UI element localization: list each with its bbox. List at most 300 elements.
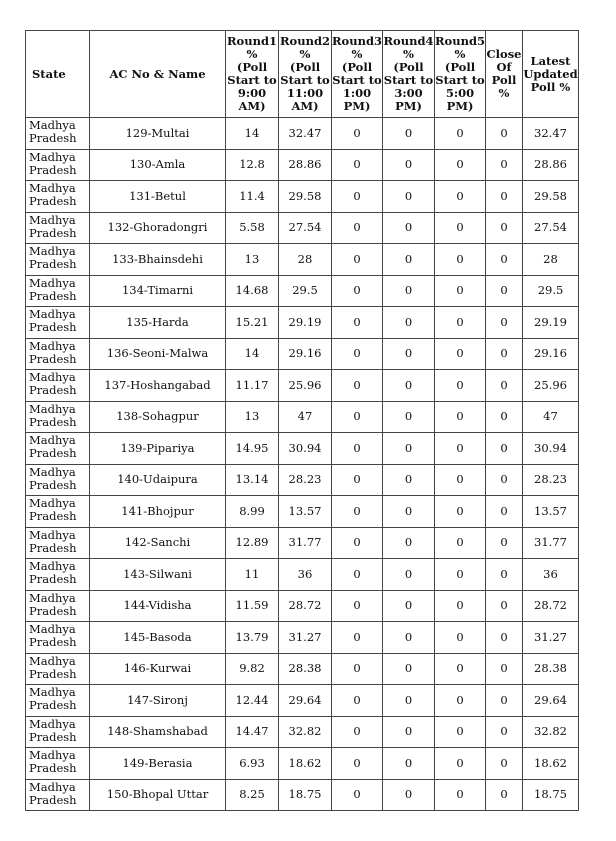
state-cell	[26, 716, 90, 748]
state-cell	[26, 496, 90, 528]
table-row	[26, 653, 579, 685]
header-line: (Poll	[289, 60, 321, 74]
latest-poll-cell: 18.62	[523, 748, 579, 780]
round4-cell: 0	[383, 590, 435, 622]
round4-cell: 0	[383, 370, 435, 402]
round3-cell: 0	[332, 370, 383, 402]
round2-cell: 36	[279, 559, 332, 591]
round5-cell: 0	[435, 212, 486, 244]
round5-cell: 0	[435, 181, 486, 213]
ac-name-cell: 140-Udaipura	[90, 464, 226, 496]
header-line: PM)	[446, 99, 474, 113]
round2-cell: 27.54	[279, 212, 332, 244]
round2-cell: 28.38	[279, 653, 332, 685]
header-line: Of	[496, 60, 512, 74]
latest-poll-cell: 29.19	[523, 307, 579, 339]
round4-cell: 0	[383, 244, 435, 276]
round4-cell: 0	[383, 275, 435, 307]
table-row	[26, 685, 579, 717]
header-line: (Poll	[236, 60, 268, 74]
round3-cell: 0	[332, 275, 383, 307]
latest-poll-cell: 28.72	[523, 590, 579, 622]
round2-header	[279, 31, 332, 118]
round5-cell: 0	[435, 685, 486, 717]
ac-name-cell: 139-Pipariya	[90, 433, 226, 465]
header-line: Round3	[332, 34, 382, 48]
round5-cell: 0	[435, 464, 486, 496]
ac-name-cell: 142-Sanchi	[90, 527, 226, 559]
round1-cell: 12.89	[226, 527, 279, 559]
table-body	[26, 118, 579, 811]
close-of-poll-cell: 0	[486, 149, 523, 181]
round3-cell: 0	[332, 149, 383, 181]
table-row	[26, 275, 579, 307]
state-line: Madhya	[29, 590, 76, 605]
round2-cell: 29.64	[279, 685, 332, 717]
round5-cell: 0	[435, 307, 486, 339]
table-row	[26, 181, 579, 213]
state-line: Pradesh	[29, 257, 77, 271]
round3-cell: 0	[332, 338, 383, 370]
close-of-poll-header	[486, 31, 523, 118]
state-line: Pradesh	[29, 761, 77, 775]
state-line: Madhya	[29, 559, 76, 573]
round5-cell: 0	[435, 370, 486, 402]
state-line: Pradesh	[29, 729, 77, 744]
state-cell	[26, 181, 90, 213]
header-line: Start to	[332, 73, 382, 87]
round4-header	[383, 31, 435, 118]
close-of-poll-cell: 0	[486, 653, 523, 685]
round1-cell: 11.17	[226, 370, 279, 402]
header-line: 11:00	[286, 86, 324, 100]
round1-cell: 13.14	[226, 464, 279, 496]
round5-cell: 0	[435, 118, 486, 150]
state-cell	[26, 118, 90, 150]
state-line: Madhya	[29, 370, 76, 384]
close-of-poll-cell: 0	[486, 779, 523, 811]
ac-name-cell: 144-Vidisha	[90, 590, 226, 622]
round1-cell: 15.21	[226, 307, 279, 339]
latest-poll-cell: 29.64	[523, 685, 579, 717]
header-line: Round5	[435, 34, 485, 48]
header-line: 1:00	[342, 86, 372, 100]
round1-cell: 13	[226, 244, 279, 276]
header-line: %	[498, 86, 510, 100]
ac-name-cell: 134-Timarni	[90, 275, 226, 307]
table-row	[26, 370, 579, 402]
round5-cell: 0	[435, 401, 486, 433]
round4-cell: 0	[383, 464, 435, 496]
round4-cell: 0	[383, 149, 435, 181]
latest-poll-cell: 28	[523, 244, 579, 276]
header-line: %	[351, 47, 363, 61]
round4-cell: 0	[383, 748, 435, 780]
header-line: AM)	[291, 99, 319, 113]
state-line: Pradesh	[29, 414, 77, 429]
ac-name-cell: 141-Bhojpur	[90, 496, 226, 528]
round2-cell: 29.19	[279, 307, 332, 339]
header-line: Round1	[227, 34, 277, 48]
ac-name-cell: 149-Berasia	[90, 748, 226, 780]
round5-cell: 0	[435, 590, 486, 622]
header-line: Start to	[383, 73, 434, 87]
state-line: Madhya	[29, 118, 76, 132]
state-cell	[26, 748, 90, 780]
close-of-poll-cell: 0	[486, 496, 523, 528]
header-row	[26, 31, 579, 118]
header-line: Poll %	[530, 79, 571, 94]
round4-cell: 0	[383, 779, 435, 811]
state-line: Pradesh	[29, 131, 77, 145]
round2-cell: 18.75	[279, 779, 332, 811]
close-of-poll-cell: 0	[486, 748, 523, 780]
round2-cell: 29.16	[279, 338, 332, 370]
state-cell	[26, 370, 90, 402]
round5-cell: 0	[435, 338, 486, 370]
table-row	[26, 307, 579, 339]
round2-cell: 32.82	[279, 716, 332, 748]
round4-cell: 0	[383, 307, 435, 339]
round3-cell: 0	[332, 244, 383, 276]
round5-cell: 0	[435, 149, 486, 181]
ac-name-cell: 145-Basoda	[90, 622, 226, 654]
latest-poll-cell: 31.77	[523, 527, 579, 559]
state-cell	[26, 338, 90, 370]
table-row	[26, 716, 579, 748]
close-of-poll-cell: 0	[486, 212, 523, 244]
close-of-poll-cell: 0	[486, 307, 523, 339]
close-of-poll-cell: 0	[486, 370, 523, 402]
close-of-poll-cell: 0	[486, 118, 523, 150]
state-line: Pradesh	[29, 288, 77, 303]
state-line: Pradesh	[29, 572, 77, 586]
ac-name-cell: 130-Amla	[90, 149, 226, 181]
header-line: Close	[486, 47, 522, 61]
round2-cell: 18.62	[279, 748, 332, 780]
round3-cell: 0	[332, 622, 383, 654]
round4-cell: 0	[383, 212, 435, 244]
round1-cell: 13	[226, 401, 279, 433]
ac-name-cell: 136-Seoni-Malwa	[90, 338, 226, 370]
close-of-poll-cell: 0	[486, 527, 523, 559]
state-line: Pradesh	[29, 351, 77, 366]
state-line: Pradesh	[29, 446, 77, 460]
state-line: Madhya	[29, 622, 76, 636]
table-row	[26, 496, 579, 528]
table-row	[26, 401, 579, 433]
state-line: Pradesh	[29, 383, 77, 397]
header-line: (Poll	[341, 60, 373, 74]
latest-poll-cell: 25.96	[523, 370, 579, 402]
header-line: %	[246, 47, 258, 61]
round4-cell: 0	[383, 118, 435, 150]
close-of-poll-cell: 0	[486, 181, 523, 213]
state-line: Pradesh	[29, 477, 77, 492]
close-of-poll-cell: 0	[486, 622, 523, 654]
round3-cell: 0	[332, 527, 383, 559]
latest-poll-cell: 29.5	[523, 275, 579, 307]
state-cell	[26, 149, 90, 181]
header-line: Round2	[280, 34, 330, 48]
state-line: Madhya	[29, 401, 76, 416]
state-cell	[26, 559, 90, 591]
round5-header	[435, 31, 486, 118]
ac-name-cell: 147-Sironj	[90, 685, 226, 717]
latest-poll-cell: 47	[523, 401, 579, 433]
state-cell	[26, 779, 90, 811]
latest-poll-header	[523, 31, 579, 118]
round2-cell: 28.86	[279, 149, 332, 181]
round3-cell: 0	[332, 401, 383, 433]
state-header	[26, 31, 90, 118]
round4-cell: 0	[383, 401, 435, 433]
round4-cell: 0	[383, 181, 435, 213]
table-row	[26, 527, 579, 559]
header-line: Updated	[523, 66, 578, 81]
round4-cell: 0	[383, 338, 435, 370]
header-line: AC No & Name	[109, 66, 206, 81]
latest-poll-cell: 18.75	[523, 779, 579, 811]
round3-cell: 0	[332, 685, 383, 717]
ac-name-header	[90, 31, 226, 118]
state-line: Madhya	[29, 685, 76, 699]
round4-cell: 0	[383, 685, 435, 717]
state-line: Pradesh	[29, 792, 77, 807]
round5-cell: 0	[435, 433, 486, 465]
state-cell	[26, 653, 90, 685]
state-cell	[26, 464, 90, 496]
header-line: AM)	[238, 99, 266, 113]
poll-percentage-table	[25, 30, 579, 811]
round4-cell: 0	[383, 653, 435, 685]
header-line: PM)	[343, 99, 371, 113]
round1-cell: 11	[226, 559, 279, 591]
round1-cell: 12.44	[226, 685, 279, 717]
ac-name-cell: 137-Hoshangabad	[90, 370, 226, 402]
header-line: %	[299, 47, 311, 61]
table-header	[26, 31, 579, 118]
state-line: Madhya	[29, 779, 76, 794]
state-line: Pradesh	[29, 194, 77, 208]
latest-poll-cell: 32.47	[523, 118, 579, 150]
close-of-poll-cell: 0	[486, 559, 523, 591]
state-cell	[26, 244, 90, 276]
state-line: Madhya	[29, 181, 76, 195]
header-line: PM)	[395, 99, 422, 113]
round1-cell: 14.95	[226, 433, 279, 465]
round5-cell: 0	[435, 244, 486, 276]
round1-cell: 9.82	[226, 653, 279, 685]
state-line: Madhya	[29, 716, 76, 731]
round3-cell: 0	[332, 181, 383, 213]
ac-name-cell: 129-Multai	[90, 118, 226, 150]
round4-cell: 0	[383, 496, 435, 528]
round2-cell: 31.27	[279, 622, 332, 654]
header-line: %	[454, 47, 466, 61]
header-line: Start to	[435, 73, 485, 87]
state-line: Madhya	[29, 244, 76, 258]
header-line: Poll	[491, 73, 517, 87]
state-cell	[26, 622, 90, 654]
table-row	[26, 212, 579, 244]
table-row	[26, 622, 579, 654]
state-line: Pradesh	[29, 509, 77, 523]
header-line: %	[403, 47, 414, 61]
table-row	[26, 748, 579, 780]
state-line: Madhya	[29, 212, 76, 227]
state-line: Madhya	[29, 496, 76, 510]
round1-header	[226, 31, 279, 118]
state-line: Madhya	[29, 527, 76, 542]
state-line: Madhya	[29, 464, 76, 479]
table-row	[26, 244, 579, 276]
state-line: Madhya	[29, 275, 76, 290]
state-line: Pradesh	[29, 698, 77, 712]
state-cell	[26, 275, 90, 307]
state-line: Pradesh	[29, 666, 77, 681]
round5-cell: 0	[435, 779, 486, 811]
round3-cell: 0	[332, 653, 383, 685]
ac-name-cell: 146-Kurwai	[90, 653, 226, 685]
state-cell	[26, 212, 90, 244]
state-cell	[26, 307, 90, 339]
round5-cell: 0	[435, 653, 486, 685]
ac-name-cell: 132-Ghoradongri	[90, 212, 226, 244]
round5-cell: 0	[435, 496, 486, 528]
round4-cell: 0	[383, 433, 435, 465]
round3-cell: 0	[332, 496, 383, 528]
close-of-poll-cell: 0	[486, 685, 523, 717]
round3-cell: 0	[332, 779, 383, 811]
round1-cell: 14.68	[226, 275, 279, 307]
round4-cell: 0	[383, 527, 435, 559]
round2-cell: 29.58	[279, 181, 332, 213]
round1-cell: 11.4	[226, 181, 279, 213]
state-line: Pradesh	[29, 603, 77, 618]
state-line: Madhya	[29, 653, 76, 668]
round3-cell: 0	[332, 748, 383, 780]
round2-cell: 32.47	[279, 118, 332, 150]
close-of-poll-cell: 0	[486, 401, 523, 433]
latest-poll-cell: 13.57	[523, 496, 579, 528]
latest-poll-cell: 31.27	[523, 622, 579, 654]
round3-cell: 0	[332, 464, 383, 496]
round2-cell: 29.5	[279, 275, 332, 307]
round1-cell: 5.58	[226, 212, 279, 244]
round5-cell: 0	[435, 527, 486, 559]
table-row	[26, 464, 579, 496]
ac-name-cell: 131-Betul	[90, 181, 226, 213]
round2-cell: 28.23	[279, 464, 332, 496]
latest-poll-cell: 32.82	[523, 716, 579, 748]
round2-cell: 28.72	[279, 590, 332, 622]
state-line: Pradesh	[29, 162, 77, 177]
ac-name-cell: 133-Bhainsdehi	[90, 244, 226, 276]
round2-cell: 28	[279, 244, 332, 276]
table-row	[26, 559, 579, 591]
round3-cell: 0	[332, 212, 383, 244]
table-row	[26, 118, 579, 150]
table-row	[26, 338, 579, 370]
close-of-poll-cell: 0	[486, 716, 523, 748]
state-line: Madhya	[29, 748, 76, 762]
header-line: State	[32, 66, 66, 81]
state-cell	[26, 527, 90, 559]
round5-cell: 0	[435, 622, 486, 654]
table-row	[26, 779, 579, 811]
header-line: Latest	[530, 53, 571, 68]
round1-cell: 14	[226, 118, 279, 150]
round1-cell: 14.47	[226, 716, 279, 748]
round2-cell: 31.77	[279, 527, 332, 559]
state-line: Pradesh	[29, 320, 77, 334]
round3-cell: 0	[332, 590, 383, 622]
state-line: Madhya	[29, 149, 76, 164]
state-line: Pradesh	[29, 225, 77, 240]
round5-cell: 0	[435, 559, 486, 591]
header-line: 3:00	[394, 86, 423, 100]
header-line: 9:00	[237, 86, 267, 100]
close-of-poll-cell: 0	[486, 338, 523, 370]
round1-cell: 14	[226, 338, 279, 370]
state-cell	[26, 401, 90, 433]
header-line: Start to	[280, 73, 330, 87]
close-of-poll-cell: 0	[486, 590, 523, 622]
table-row	[26, 149, 579, 181]
state-line: Madhya	[29, 433, 76, 447]
ac-name-cell: 135-Harda	[90, 307, 226, 339]
latest-poll-cell: 29.16	[523, 338, 579, 370]
round1-cell: 8.25	[226, 779, 279, 811]
round5-cell: 0	[435, 275, 486, 307]
round4-cell: 0	[383, 622, 435, 654]
latest-poll-cell: 28.86	[523, 149, 579, 181]
round5-cell: 0	[435, 716, 486, 748]
latest-poll-cell: 29.58	[523, 181, 579, 213]
table-row	[26, 590, 579, 622]
latest-poll-cell: 36	[523, 559, 579, 591]
round1-cell: 12.8	[226, 149, 279, 181]
round2-cell: 13.57	[279, 496, 332, 528]
round1-cell: 8.99	[226, 496, 279, 528]
header-line: Round4	[383, 34, 434, 48]
state-line: Madhya	[29, 338, 76, 353]
latest-poll-cell: 30.94	[523, 433, 579, 465]
latest-poll-cell: 27.54	[523, 212, 579, 244]
round4-cell: 0	[383, 559, 435, 591]
round3-cell: 0	[332, 559, 383, 591]
round2-cell: 47	[279, 401, 332, 433]
close-of-poll-cell: 0	[486, 464, 523, 496]
round1-cell: 6.93	[226, 748, 279, 780]
round3-cell: 0	[332, 433, 383, 465]
round4-cell: 0	[383, 716, 435, 748]
header-line: 5:00	[445, 86, 475, 100]
state-cell	[26, 433, 90, 465]
ac-name-cell: 138-Sohagpur	[90, 401, 226, 433]
round3-cell: 0	[332, 118, 383, 150]
state-cell	[26, 590, 90, 622]
close-of-poll-cell: 0	[486, 433, 523, 465]
table-row	[26, 433, 579, 465]
round3-header	[332, 31, 383, 118]
state-line: Madhya	[29, 307, 76, 321]
ac-name-cell: 143-Silwani	[90, 559, 226, 591]
latest-poll-cell: 28.23	[523, 464, 579, 496]
state-line: Pradesh	[29, 635, 77, 649]
ac-name-cell: 150-Bhopal Uttar	[90, 779, 226, 811]
